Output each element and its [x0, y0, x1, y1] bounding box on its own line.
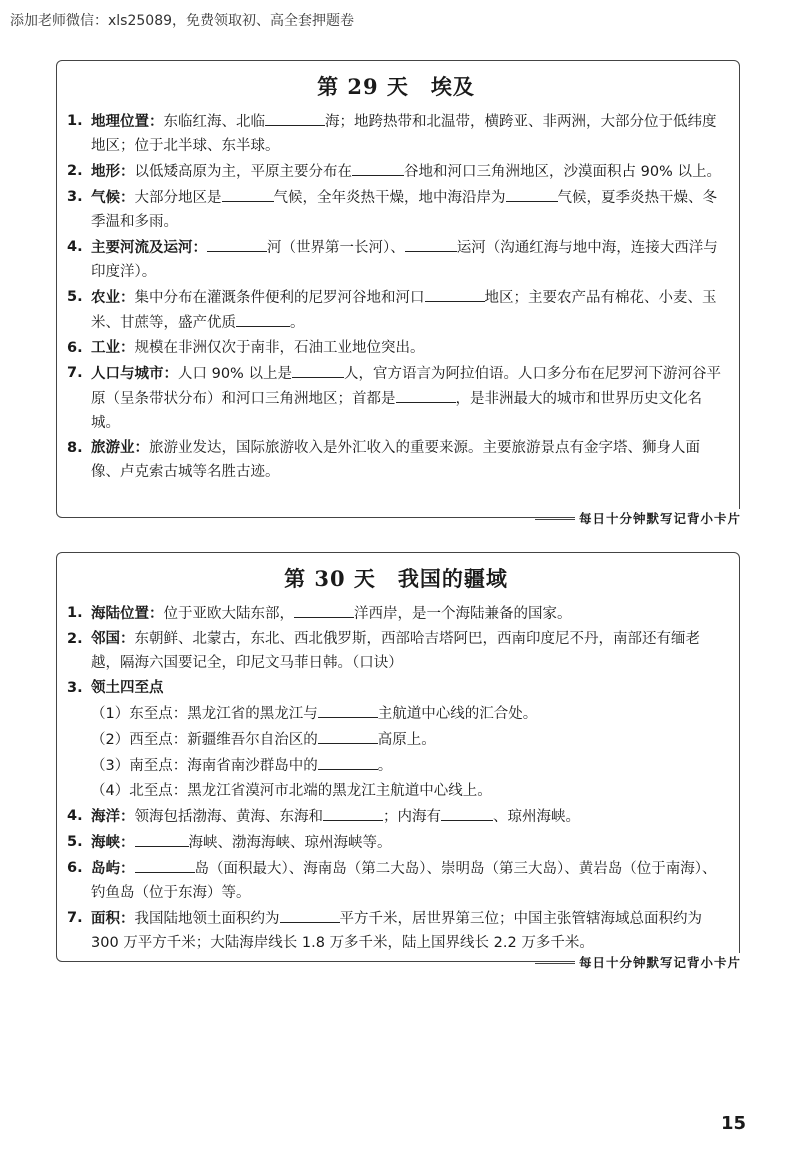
watermark-text: 添加老师微信：xls25089，免费领取初、高全套押题卷: [10, 13, 355, 29]
fill-blank[interactable]: [425, 285, 485, 302]
list-item: 4. 主要河流及运河： 河（世界第一长河）、 运河（沟通红海与地中海，连接大西洋与印度洋）。: [67, 235, 725, 284]
sub-item: （2）西至点：新疆维吾尔自治区的 高原上。: [67, 727, 725, 753]
card-title: 第 30 天 我国的疆域: [284, 566, 508, 591]
fill-blank[interactable]: [396, 386, 456, 403]
fill-blank[interactable]: [318, 727, 378, 744]
list-item: 3. 气候：大部分地区是 气候，全年炎热干燥，地中海沿岸为 气候，夏季炎热干燥、冬季温和多雨。: [67, 185, 725, 234]
list-item: 8. 旅游业：旅游业发达，国际旅游收入是外汇收入的重要来源。主要旅游景点有金字塔、狮身人面像、卢克索古城等名胜古迹。: [67, 440, 700, 480]
card-day-30: [56, 552, 741, 970]
fill-blank[interactable]: [292, 361, 344, 378]
card-day-29: [56, 60, 741, 526]
list-item: 7. 人口与城市：人口 90% 以上是 人，官方语言为阿拉伯语。人口多分布在尼罗河下游河谷平原（呈条带状分布）和河口三角洲地区；首都是 ，是非洲最大的城市和世界历史文化名城。: [67, 361, 725, 435]
fill-blank[interactable]: [294, 601, 354, 618]
list-item: 6. 岛屿： 岛（面积最大）、海南岛（第二大岛）、崇明岛（第三大岛）、黄岩岛（位于南海）、钓鱼岛（位于东海）等。: [67, 856, 725, 905]
page-number: 15: [721, 1113, 747, 1134]
fill-blank[interactable]: [405, 235, 457, 252]
sub-item: （4）北至点：黑龙江省漠河市北端的黑龙江主航道中心线上。: [91, 783, 492, 799]
fill-blank[interactable]: [135, 830, 189, 847]
fill-blank[interactable]: [222, 185, 274, 202]
sub-item: （3）南至点：海南省南沙群岛中的 。: [67, 753, 725, 779]
list-item: 7. 面积：我国陆地领土面积约为 平方千米，居世界第三位；中国主张管辖海域总面积约为 300 万平方千米；大陆海岸线长 1.8 万多千米，陆上国界线长 2.2 万多千米。: [67, 906, 725, 955]
fill-blank[interactable]: [318, 753, 378, 770]
list-item: 1. 地理位置：东临红海、北临 海；地跨热带和北温带，横跨亚、非两洲，大部分位于低纬度地区；位于北半球、东半球。: [67, 109, 725, 158]
list-item: 1. 海陆位置：位于亚欧大陆东部， 洋西岸，是一个海陆兼备的国家。: [67, 601, 725, 626]
fill-blank[interactable]: [265, 109, 325, 126]
fill-blank[interactable]: [506, 185, 558, 202]
list-item: 5. 农业：集中分布在灌溉条件便利的尼罗河谷地和河口 地区；主要农产品有棉花、小麦、玉米、甘蔗等，盛产优质 。: [67, 285, 725, 335]
card-footer: 每日十分钟默写记背小卡片: [575, 953, 741, 971]
fill-blank[interactable]: [318, 701, 378, 718]
fill-blank[interactable]: [207, 235, 267, 252]
list-item: 3. 领土四至点: [67, 680, 164, 696]
card-footer: 每日十分钟默写记背小卡片: [575, 509, 741, 527]
fill-blank[interactable]: [280, 906, 340, 923]
fill-blank[interactable]: [135, 856, 195, 873]
fill-blank[interactable]: [323, 804, 383, 821]
sub-item: （1）东至点：黑龙江省的黑龙江与 主航道中心线的汇合处。: [67, 701, 725, 727]
fill-blank[interactable]: [352, 159, 404, 176]
fill-blank[interactable]: [236, 310, 290, 327]
fill-blank[interactable]: [441, 804, 493, 821]
list-item: 2. 地形：以低矮高原为主，平原主要分布在 谷地和河口三角洲地区，沙漠面积占 90% 以上。: [67, 159, 725, 184]
list-item: 5. 海峡： 海峡、渤海海峡、琼州海峡等。: [67, 830, 725, 855]
list-item: 6. 工业：规模在非洲仅次于南非，石油工业地位突出。: [67, 340, 425, 356]
list-item: 2. 邻国：东朝鲜、北蒙古，东北、西北俄罗斯，西部哈吉塔阿巴，西南印度尼不丹，南部还有缅老越，隔海六国要记全，印尼文马菲日韩。（口诀）: [67, 631, 700, 671]
card-title: 第 29 天 埃及: [317, 74, 475, 99]
list-item: 4. 海洋：领海包括渤海、黄海、东海和 ；内海有 、琼州海峡。: [67, 804, 725, 829]
